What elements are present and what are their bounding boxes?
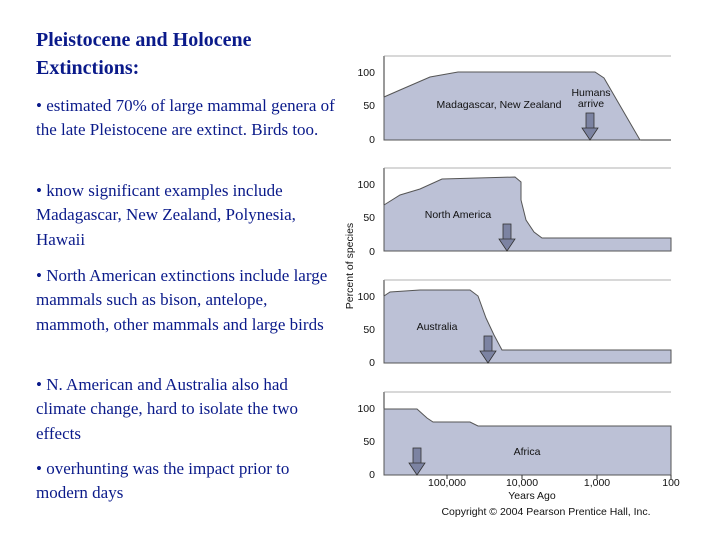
bullet-item: • N. American and Australia also had climate change, hard to isolate the two effects [36,375,298,443]
x-tick-label: 10,000 [505,477,539,489]
x-tick-label: 1,000 [583,477,611,489]
y-tick-label: 50 [363,436,375,448]
panel-africa [357,392,679,502]
panel-north-america [357,168,671,258]
y-tick-label: 100 [357,179,375,191]
y-tick-label: 50 [363,324,375,336]
slide-title: Pleistocene and Holocene Extinctions: [36,29,252,79]
region-label: Africa [513,446,541,458]
copyright-notice: Copyright © 2004 Pearson Prentice Hall, Inc. [441,506,651,518]
region-label: Madagascar, New Zealand [436,99,562,111]
bullet-item: • overhunting was the impact prior to modern days [36,459,290,503]
y-tick-label: 0 [369,134,375,146]
x-tick-label: 100,000 [428,477,466,489]
humans-arrive-label: Humans arrive [571,87,611,110]
area-africa [384,409,671,475]
y-tick-label: 100 [357,67,375,79]
y-tick-label: 100 [357,291,375,303]
x-axis-label: Years Ago [508,490,556,502]
y-tick-label: 0 [369,469,375,481]
y-tick-label: 0 [369,357,375,369]
y-tick-label: 0 [369,246,375,258]
region-label: North America [424,209,492,221]
y-axis-label: Percent of species [344,222,356,310]
panel-madagascar-new-zealand [357,56,671,146]
bullet-item: • estimated 70% of large mammal genera of the late Pleistocene are extinct. Birds too. [36,96,335,140]
bullet-item: • know significant examples include Madagascar, New Zealand, Polynesia, Hawaii [36,181,296,249]
x-tick-label: 100 [662,477,680,489]
y-tick-label: 50 [363,100,375,112]
panel-australia [357,280,671,369]
y-tick-label: 100 [357,403,375,415]
bullet-item: • North American extinctions include large mammals such as bison, antelope, mammoth, other mammals and large birds [36,266,328,334]
region-label: Australia [416,321,458,333]
y-tick-label: 50 [363,212,375,224]
